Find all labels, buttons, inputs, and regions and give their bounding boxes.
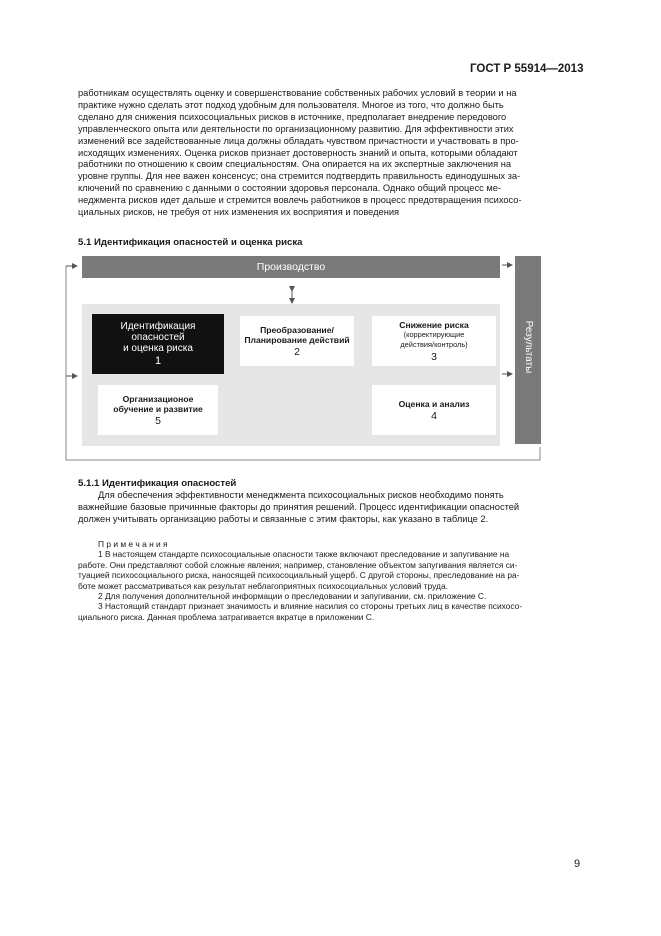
step-4-number: 4: [431, 410, 437, 422]
page-number: 9: [574, 858, 581, 870]
step-1-line: Идентификация: [120, 321, 196, 332]
paragraph-line: Для обеспечения эффективности менеджмента психосоциальных рисков необходимо понять: [98, 490, 504, 500]
step-2-number: 2: [294, 346, 300, 358]
step-1-number: 1: [154, 355, 162, 367]
intro-line: циальных рисков, не требуя от них изменения их восприятия и поведения: [78, 207, 400, 218]
standard-header: ГОСТ Р 55914—2013: [470, 63, 584, 75]
step-3-number: 3: [431, 351, 437, 363]
note-line: работе. Они представляют собой сложные явления; например, становление объектом запугивания является си-: [78, 559, 518, 570]
section-5-1-1-paragraph: [78, 490, 585, 526]
step-5-line: обучение и развитие: [113, 404, 203, 414]
note-line: 1 В настоящем стандарте психосоциальные опасности также включают преследование и запугивание на: [98, 549, 510, 560]
step-3-box: [372, 316, 496, 366]
risk-process-diagram: [56, 252, 546, 468]
section-5-1-1-title: 5.1.1 Идентификация опасностей: [78, 478, 237, 489]
step-5-box: [98, 385, 218, 435]
step-2-box: [240, 316, 354, 366]
intro-line: ключений по сравнению с данными о состоянии здоровья персонала. Однако общий процесс ме-: [78, 183, 501, 194]
step-2-line: Планирование действий: [244, 335, 350, 345]
intro-line: изменений все задействованные лица должны обладать чувством причастности и участвовать в про-: [78, 135, 519, 146]
note-line: туацией психосоциального риска, наносящей психосоциальный ущерб. С другой стороны, преследование на ра-: [78, 570, 520, 581]
intro-line: работники по отношению к своим специальностям. Она опирается на их экспертные заключения на: [78, 159, 512, 170]
step-1-box: [92, 314, 224, 374]
intro-line: сделано для снижения психосоциальных рисков в источнике, предполагает внедрение передового: [78, 111, 507, 122]
step-4-box: [372, 385, 496, 435]
intro-line: практике нужно сделать этот подход удобным для пользователя. Многое из того, что должно быть: [78, 99, 504, 110]
step-3-line: Снижение риска: [399, 320, 469, 330]
step-2-line: Преобразование/: [260, 325, 334, 335]
step-3-line: (корректирующие: [403, 330, 465, 339]
step-5-line: Организационое: [122, 394, 194, 404]
note-line: циального риска. Данная проблема затрагивается вкратце в приложении С.: [78, 611, 375, 622]
step-1-line: опасностей: [131, 332, 185, 343]
note-line: 3 Настоящий стандарт признает значимость и влияние насилия со стороны третьих лиц в качестве психосо-: [98, 601, 523, 612]
intro-line: неджмента рисков идет дальше и стремится вовлечь работников в процесс предотвращения психосо-: [78, 195, 522, 206]
intro-line: исходящих изменениях. Оценка рисков признает достоверность знаний и опыта, которыми обладают: [78, 147, 518, 158]
paragraph-line: должен учитывать организацию работы и связанные с этим факторы, как указано в таблице 2.: [78, 513, 489, 524]
production-bar: [82, 256, 500, 278]
note-line: 2 Для получения дополнительной информации о преследовании и запугивании, см. приложение С.: [98, 591, 487, 602]
note-line: боте может рассматриваться как результат неблагоприятных психосоциальных условий труда.: [78, 580, 448, 591]
intro-line: уровне группы. Для нее важен консенсус; она стремится подтвердить правильность единодушных за-: [78, 171, 521, 182]
intro-line: работникам осуществлять оценку и совершенствование собственных рабочих условий в теории и на: [78, 88, 517, 98]
section-5-1-title: 5.1 Идентификация опасностей и оценка риска: [78, 237, 303, 248]
step-3-line: действия/контроль): [400, 340, 468, 349]
notes-title: П р и м е ч а н и я: [98, 539, 168, 549]
step-4-line: Оценка и анализ: [398, 399, 470, 409]
intro-line: управленческого опыта или деятельности по организационному развитию. Для эффективности этих: [78, 123, 514, 134]
paragraph-line: важнейшие базовые причинные факторы до принятия решений. Процесс идентификации опасностей: [78, 501, 520, 512]
results-label: Результаты: [523, 320, 534, 374]
step-1-line: и оценка риска: [123, 343, 193, 354]
intro-paragraph: [78, 88, 585, 219]
notes-block: [78, 539, 585, 622]
step-5-number: 5: [155, 415, 161, 427]
production-label: Производство: [256, 261, 326, 273]
